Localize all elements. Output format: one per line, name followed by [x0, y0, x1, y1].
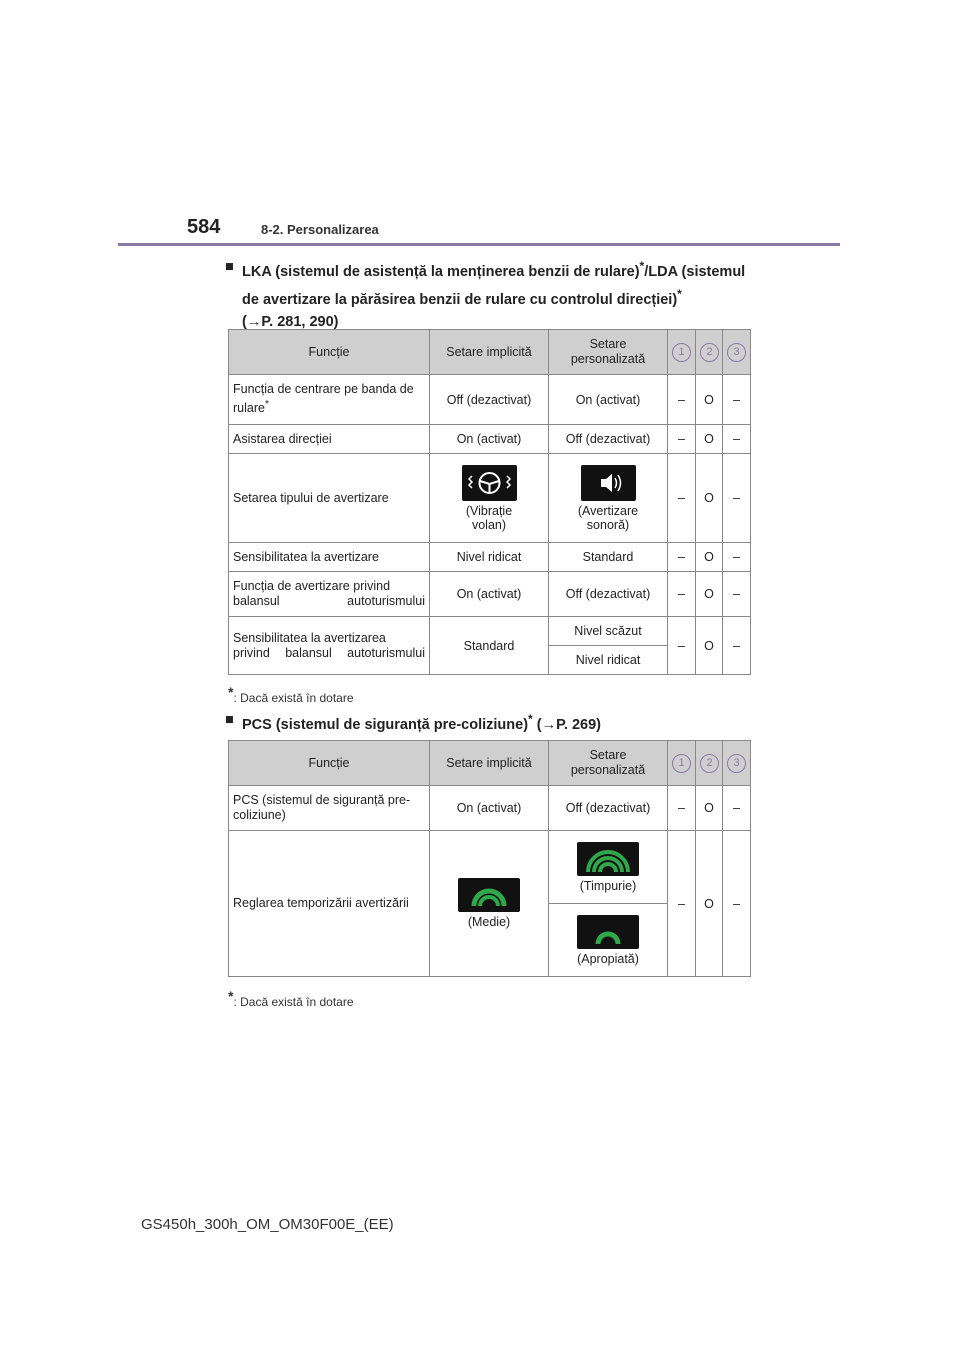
col-method-1 — [668, 330, 696, 375]
table-row: (Apropiată) — [229, 904, 751, 977]
section-title: 8-2. Personalizarea — [261, 222, 379, 237]
footnote-star: * — [677, 286, 682, 301]
square-bullet-icon: ■ — [225, 712, 234, 728]
table-row: Sensibilitatea la avertizarea privind balansul autoturismului Standard Nivel scăzut – O – — [229, 617, 751, 646]
square-bullet-icon: ■ — [225, 259, 234, 275]
col-default: Setare implicită — [430, 330, 549, 375]
number-2-icon: 2 — [700, 343, 719, 362]
table-row: Funcția de centrare pe banda de rulare* Off (dezactivat) On (activat) – O – — [229, 375, 751, 425]
col-default: Setare implicită — [430, 741, 549, 786]
lka-footnote: *: Dacă există în dotare — [228, 684, 354, 705]
table-row: Asistarea direcției On (activat) Off (dezactivat) – O – — [229, 425, 751, 454]
col-custom: Setare personalizată — [549, 330, 668, 375]
page-number: 584 — [187, 216, 221, 238]
lka-heading-ref: (→P. 281, 290) — [242, 313, 339, 330]
footnote-star: * — [639, 259, 645, 273]
pcs-warning-early-icon — [577, 842, 639, 876]
lka-heading — [225, 255, 762, 333]
lka-heading-mid: /LDA (sistemul de avertizare la părăsirea benzii de rulare cu controlul direcției) — [242, 263, 746, 308]
pcs-heading: ■ PCS (sistemul de siguranță pre-coliziune)* (→P. 269) — [242, 708, 762, 736]
pcs-warning-late-icon — [577, 915, 639, 949]
col-method-2 — [696, 330, 723, 375]
number-2-icon: 2 — [700, 754, 719, 773]
pcs-footnote: *: Dacă există în dotare — [228, 988, 354, 1009]
table-row: Sensibilitatea la avertizare Nivel ridicat Standard – O – — [229, 543, 751, 572]
number-3-icon: 3 — [727, 754, 746, 773]
header-rule — [118, 243, 840, 246]
number-1-icon: 1 — [672, 754, 691, 773]
pcs-settings-table — [228, 740, 751, 977]
lka-settings-table — [228, 329, 751, 675]
table-row: PCS (sistemul de siguranță pre-coliziune) On (activat) Off (dezactivat) – O – — [229, 786, 751, 831]
col-function: Funcție — [229, 741, 430, 786]
number-1-icon: 1 — [672, 343, 691, 362]
table-row: Reglarea temporizării avertizării (Medie) (Timpurie) – O – — [229, 831, 751, 904]
footer-doc-code: GS450h_300h_OM_OM30F00E_(EE) — [141, 1216, 394, 1233]
table-row: Funcția de avertizare privind balansul autoturismului On (activat) Off (dezactivat) – O – — [229, 572, 751, 617]
table-row: Nivel ridicat — [229, 646, 751, 675]
col-method-3 — [723, 330, 751, 375]
pcs-warning-medium-icon — [458, 878, 520, 912]
number-3-icon: 3 — [727, 343, 746, 362]
table-row: Setarea tipului de avertizare (Vibrație volan) (Avertizare sonoră) – O – — [229, 454, 751, 543]
col-custom: Setare personalizată — [549, 741, 668, 786]
col-function: Funcție — [229, 330, 430, 375]
lka-heading-line1: LKA (sistemul de asistență la menținerea benzii de rulare) — [242, 263, 640, 280]
steering-wheel-vibration-icon — [462, 465, 517, 501]
buzzer-sound-icon — [581, 465, 636, 501]
